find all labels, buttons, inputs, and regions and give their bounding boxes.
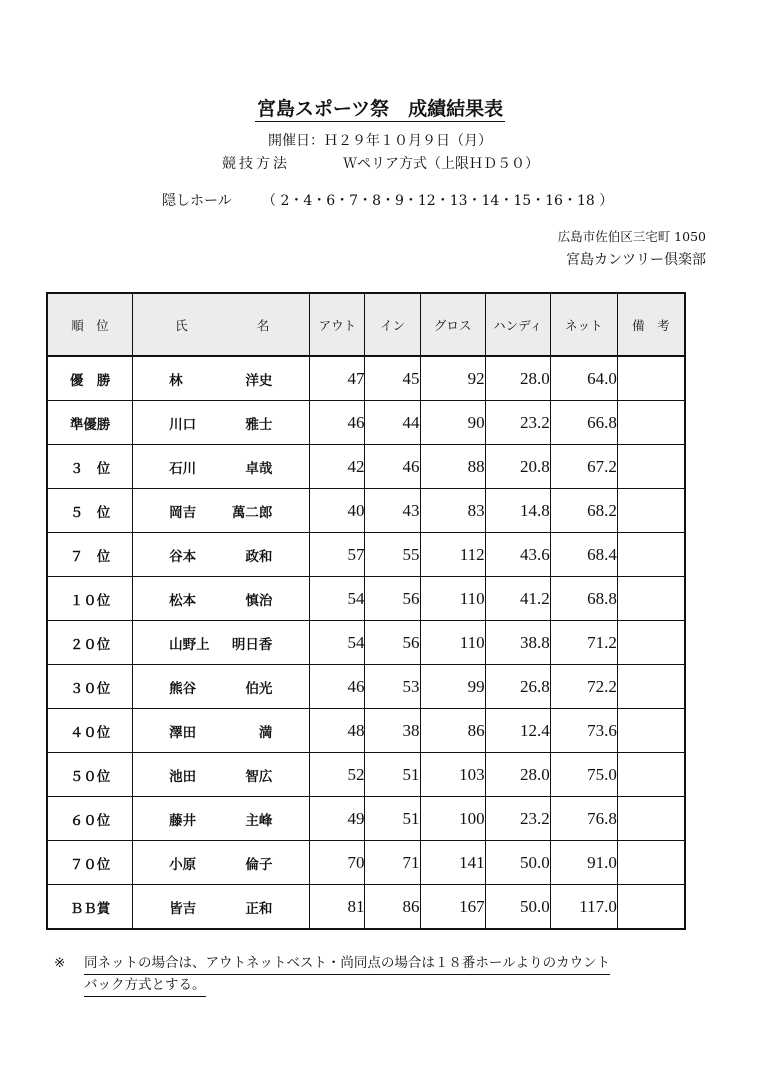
net-score: 71.2 xyxy=(550,621,617,665)
handicap-value: 38.8 xyxy=(485,621,550,665)
header-net: ネット xyxy=(550,293,617,356)
footnote-line-1: 同ネットの場合は、アウトネットベスト・尚同点の場合は１８番ホールよりのカウント xyxy=(84,952,610,975)
table-row xyxy=(47,356,685,401)
in-score: 51 xyxy=(365,753,420,797)
handicap-value: 23.2 xyxy=(485,401,550,445)
club-name: 宮島カンツリー倶楽部 xyxy=(566,252,706,268)
notes-cell xyxy=(617,621,685,665)
notes-cell xyxy=(617,577,685,621)
results-table xyxy=(46,292,686,930)
family-name: 川口 xyxy=(169,416,197,433)
handicap-value: 12.4 xyxy=(485,709,550,753)
given-name: 卓哉 xyxy=(245,460,273,477)
footnote-line-2: バック方式とする。 xyxy=(84,974,206,997)
gross-score: 88 xyxy=(420,445,485,489)
header-name xyxy=(133,293,310,356)
table-row xyxy=(47,709,685,753)
in-score: 71 xyxy=(365,841,420,885)
handicap-value: 14.8 xyxy=(485,489,550,533)
rank-cell: ３０位 xyxy=(47,665,133,709)
header-name-given: 名 xyxy=(256,317,270,333)
in-score: 55 xyxy=(365,533,420,577)
given-name: 雅士 xyxy=(245,416,273,433)
document-title: 宮島スポーツ祭 成績結果表 xyxy=(256,98,504,120)
out-score: 46 xyxy=(310,665,365,709)
name-cell xyxy=(133,445,310,489)
name-cell xyxy=(133,533,310,577)
notes-cell xyxy=(617,445,685,489)
gross-score: 112 xyxy=(420,533,485,577)
footnote-mark: ※ xyxy=(54,955,66,971)
gross-score: 167 xyxy=(420,885,485,930)
out-score: 52 xyxy=(310,753,365,797)
table-row xyxy=(47,753,685,797)
name-cell xyxy=(133,489,310,533)
in-score: 51 xyxy=(365,797,420,841)
event-date: 開催日：Ｈ２９年１０月９日（月） xyxy=(268,133,492,149)
in-score: 43 xyxy=(365,489,420,533)
gross-score: 141 xyxy=(420,841,485,885)
table-header-row xyxy=(47,293,685,356)
table-row xyxy=(47,665,685,709)
net-score: 64.0 xyxy=(550,356,617,401)
out-score: 48 xyxy=(310,709,365,753)
notes-cell xyxy=(617,401,685,445)
rank-cell: 準優勝 xyxy=(47,401,133,445)
header-out: アウト xyxy=(310,293,365,356)
table-row xyxy=(47,841,685,885)
given-name: 政和 xyxy=(245,548,273,565)
handicap-value: 41.2 xyxy=(485,577,550,621)
out-score: 54 xyxy=(310,621,365,665)
name-cell xyxy=(133,753,310,797)
club-address: 広島市佐伯区三宅町 1050 xyxy=(557,229,706,244)
family-name: 山野上 xyxy=(169,636,210,653)
rank-cell: ６０位 xyxy=(47,797,133,841)
family-name: 藤井 xyxy=(169,812,197,829)
out-score: 42 xyxy=(310,445,365,489)
out-score: 40 xyxy=(310,489,365,533)
handicap-value: 28.0 xyxy=(485,356,550,401)
in-score: 45 xyxy=(365,356,420,401)
given-name: 慎治 xyxy=(245,592,273,609)
net-score: 68.2 xyxy=(550,489,617,533)
name-cell xyxy=(133,356,310,401)
method-label: 競技方法 xyxy=(222,156,290,172)
table-row xyxy=(47,577,685,621)
table-row xyxy=(47,533,685,577)
given-name: 明日香 xyxy=(231,636,273,653)
family-name: 澤田 xyxy=(169,724,197,741)
family-name: 池田 xyxy=(169,768,197,785)
notes-cell xyxy=(617,753,685,797)
rank-cell: ２０位 xyxy=(47,621,133,665)
family-name: 林 xyxy=(169,372,183,389)
given-name: 正和 xyxy=(245,900,273,917)
net-score: 68.4 xyxy=(550,533,617,577)
handicap-value: 26.8 xyxy=(485,665,550,709)
in-score: 38 xyxy=(365,709,420,753)
name-cell xyxy=(133,841,310,885)
gross-score: 99 xyxy=(420,665,485,709)
header-notes: 備 考 xyxy=(617,293,685,356)
notes-cell xyxy=(617,665,685,709)
given-name: 伯光 xyxy=(245,680,273,697)
notes-cell xyxy=(617,885,685,930)
gross-score: 90 xyxy=(420,401,485,445)
header-name-family: 氏 xyxy=(175,317,188,333)
net-score: 75.0 xyxy=(550,753,617,797)
table-row xyxy=(47,885,685,930)
rank-cell: ７ 位 xyxy=(47,533,133,577)
family-name: 皆吉 xyxy=(169,900,197,917)
rank-cell: ３ 位 xyxy=(47,445,133,489)
out-score: 49 xyxy=(310,797,365,841)
net-score: 67.2 xyxy=(550,445,617,489)
table-row xyxy=(47,489,685,533)
hidden-holes-value: （ 2・4・6・7・8・9・12・13・14・15・16・18 ） xyxy=(262,193,614,209)
family-name: 谷本 xyxy=(169,548,197,565)
table-body xyxy=(47,356,685,929)
given-name: 萬二郎 xyxy=(231,504,273,521)
family-name: 松本 xyxy=(169,592,197,609)
gross-score: 86 xyxy=(420,709,485,753)
header-handicap: ハンディ xyxy=(485,293,550,356)
gross-score: 83 xyxy=(420,489,485,533)
out-score: 70 xyxy=(310,841,365,885)
in-score: 46 xyxy=(365,445,420,489)
net-score: 66.8 xyxy=(550,401,617,445)
name-cell xyxy=(133,665,310,709)
given-name: 満 xyxy=(258,724,273,741)
table-row xyxy=(47,621,685,665)
given-name: 主峰 xyxy=(245,812,273,829)
notes-cell xyxy=(617,533,685,577)
notes-cell xyxy=(617,356,685,401)
family-name: 岡吉 xyxy=(169,504,197,521)
header-gross: グロス xyxy=(420,293,485,356)
net-score: 117.0 xyxy=(550,885,617,930)
notes-cell xyxy=(617,797,685,841)
family-name: 石川 xyxy=(169,460,197,477)
family-name: 熊谷 xyxy=(169,680,197,697)
net-score: 72.2 xyxy=(550,665,617,709)
table-row xyxy=(47,797,685,841)
in-score: 56 xyxy=(365,577,420,621)
rank-cell: １０位 xyxy=(47,577,133,621)
handicap-value: 43.6 xyxy=(485,533,550,577)
net-score: 76.8 xyxy=(550,797,617,841)
net-score: 68.8 xyxy=(550,577,617,621)
gross-score: 100 xyxy=(420,797,485,841)
given-name: 智広 xyxy=(245,768,273,785)
in-score: 56 xyxy=(365,621,420,665)
name-cell xyxy=(133,709,310,753)
in-score: 86 xyxy=(365,885,420,930)
method-value: Ｗペリア方式（上限ＨＤ５０） xyxy=(343,156,539,172)
handicap-value: 28.0 xyxy=(485,753,550,797)
handicap-value: 50.0 xyxy=(485,885,550,930)
family-name: 小原 xyxy=(169,856,197,873)
notes-cell xyxy=(617,489,685,533)
out-score: 47 xyxy=(310,356,365,401)
gross-score: 92 xyxy=(420,356,485,401)
hidden-holes-label: 隠しホール xyxy=(162,193,232,209)
net-score: 91.0 xyxy=(550,841,617,885)
handicap-value: 50.0 xyxy=(485,841,550,885)
rank-cell: ５ 位 xyxy=(47,489,133,533)
gross-score: 110 xyxy=(420,577,485,621)
rank-cell: ４０位 xyxy=(47,709,133,753)
handicap-value: 20.8 xyxy=(485,445,550,489)
out-score: 54 xyxy=(310,577,365,621)
rank-cell: 優 勝 xyxy=(47,356,133,401)
header-rank: 順 位 xyxy=(47,293,133,356)
name-cell xyxy=(133,621,310,665)
name-cell xyxy=(133,401,310,445)
name-cell xyxy=(133,797,310,841)
table-row xyxy=(47,445,685,489)
out-score: 57 xyxy=(310,533,365,577)
out-score: 46 xyxy=(310,401,365,445)
given-name: 洋史 xyxy=(245,372,273,389)
notes-cell xyxy=(617,841,685,885)
in-score: 44 xyxy=(365,401,420,445)
rank-cell: ＢＢ賞 xyxy=(47,885,133,930)
handicap-value: 23.2 xyxy=(485,797,550,841)
given-name: 倫子 xyxy=(245,856,273,873)
table-row xyxy=(47,401,685,445)
net-score: 73.6 xyxy=(550,709,617,753)
notes-cell xyxy=(617,709,685,753)
gross-score: 103 xyxy=(420,753,485,797)
gross-score: 110 xyxy=(420,621,485,665)
rank-cell: ７０位 xyxy=(47,841,133,885)
in-score: 53 xyxy=(365,665,420,709)
name-cell xyxy=(133,577,310,621)
out-score: 81 xyxy=(310,885,365,930)
name-cell xyxy=(133,885,310,930)
rank-cell: ５０位 xyxy=(47,753,133,797)
header-in: イン xyxy=(365,293,420,356)
